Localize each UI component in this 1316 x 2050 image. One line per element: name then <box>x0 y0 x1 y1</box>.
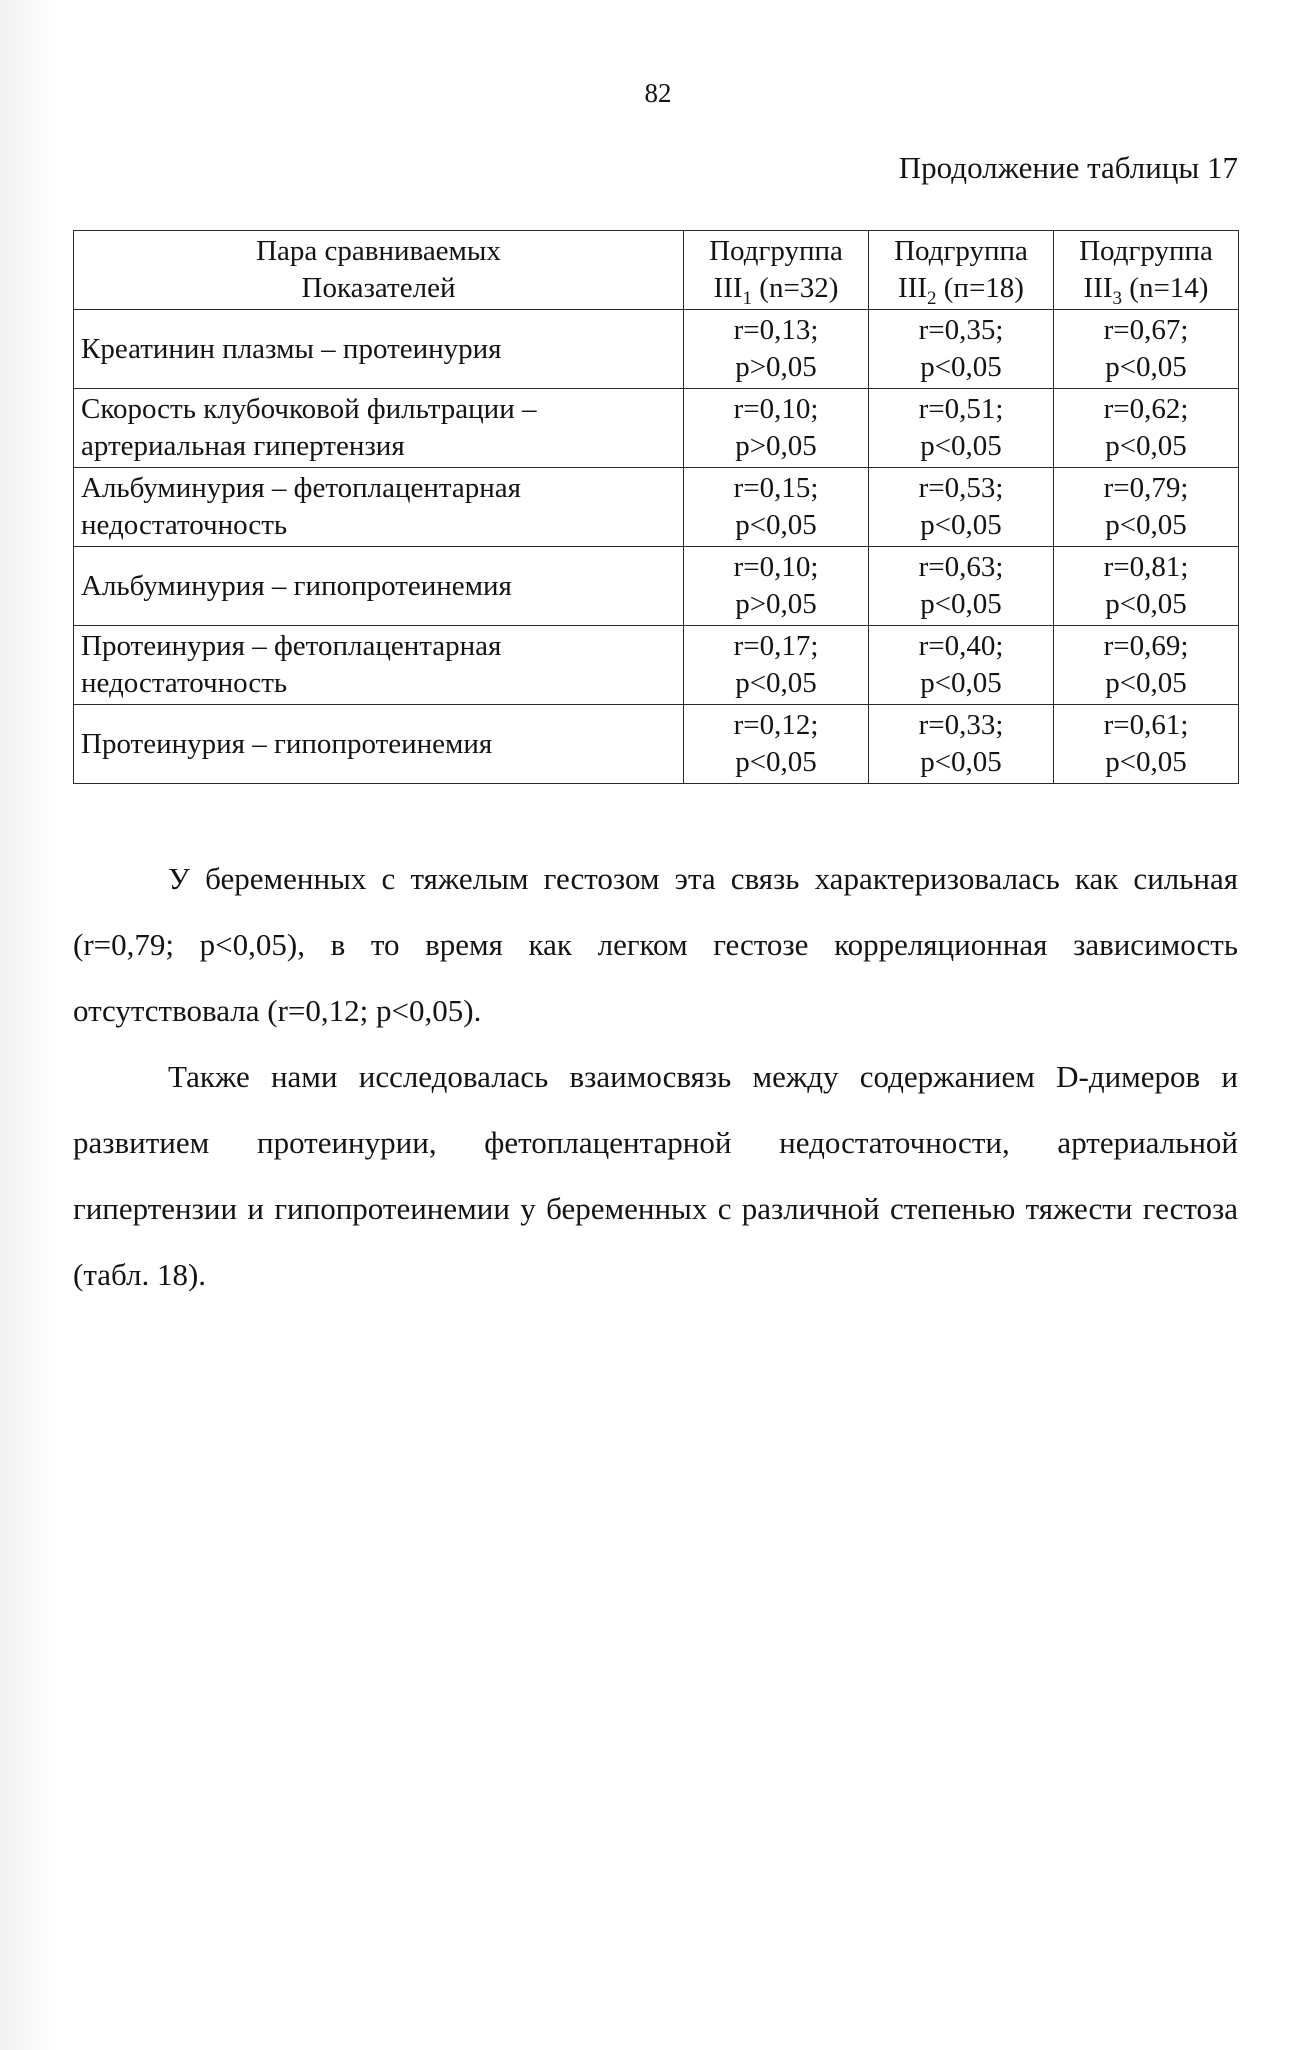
r-value: r=0,51; <box>918 393 1004 425</box>
p-value: p<0,05 <box>920 509 1002 541</box>
pair-cell: Альбуминурия – фетоплацентарная недостаточность <box>74 468 684 547</box>
page-edge-shadow <box>0 0 58 2050</box>
value-cell <box>684 468 869 547</box>
value-cell <box>869 468 1054 547</box>
p-value: p<0,05 <box>735 746 817 778</box>
correlation-table <box>73 230 1239 784</box>
p-value: p<0,05 <box>1105 667 1187 699</box>
value-cell <box>1054 468 1239 547</box>
body-text <box>73 846 1238 1308</box>
value-cell <box>1054 389 1239 468</box>
header-group-sub: 3 <box>1112 287 1123 309</box>
r-value: r=0,69; <box>1103 630 1189 662</box>
value-cell <box>869 310 1054 389</box>
header-pair-line2: Показателей <box>301 272 456 304</box>
pair-cell: Скорость клубочковой фильтрации – артериальная гипертензия <box>74 389 684 468</box>
table-caption: Продолжение таблицы 17 <box>898 150 1238 185</box>
value-cell <box>869 705 1054 784</box>
p-value: p<0,05 <box>1105 430 1187 462</box>
p-value: p<0,05 <box>920 746 1002 778</box>
value-cell <box>684 626 869 705</box>
header-group-prefix: III <box>1083 272 1113 304</box>
value-cell <box>684 547 869 626</box>
r-value: r=0,67; <box>1103 314 1189 346</box>
p-value: p<0,05 <box>920 588 1002 620</box>
header-pair-line1: Пара сравниваемых <box>256 235 501 267</box>
table-row <box>74 389 1239 468</box>
paragraph: Также нами исследовалась взаимосвязь между содержанием D-димеров и развитием протеинурии, фетоплацентарной недостаточности, артериальной гипертензии и гипопротеинемии у беременных с различной степенью тяжести гестоза (табл. 18). <box>73 1059 1238 1292</box>
r-value: r=0,63; <box>918 551 1004 583</box>
table-row <box>74 547 1239 626</box>
header-group-sub: 1 <box>742 287 753 309</box>
page-number: 82 <box>644 78 672 108</box>
value-cell <box>1054 310 1239 389</box>
paragraph: У беременных с тяжелым гестозом эта связь характеризовалась как сильная (r=0,79; p<0,05), в то время как легком гестозе корреляционная зависимость отсутствовала (r=0,12; p<0,05). <box>73 861 1238 1028</box>
r-value: r=0,10; <box>733 551 819 583</box>
p-value: p<0,05 <box>920 351 1002 383</box>
value-cell <box>684 389 869 468</box>
header-group-n: (n=32) <box>752 272 839 304</box>
p-value: p>0,05 <box>735 588 817 620</box>
r-value: r=0,15; <box>733 472 819 504</box>
header-pair <box>74 231 684 310</box>
header-group-1 <box>684 231 869 310</box>
r-value: r=0,17; <box>733 630 819 662</box>
header-group-2 <box>869 231 1054 310</box>
value-cell <box>1054 626 1239 705</box>
r-value: r=0,12; <box>733 709 819 741</box>
p-value: p<0,05 <box>1105 588 1187 620</box>
table-header-row <box>74 231 1239 310</box>
header-group-prefix: III <box>713 272 743 304</box>
value-cell <box>684 310 869 389</box>
p-value: p>0,05 <box>735 430 817 462</box>
r-value: r=0,10; <box>733 393 819 425</box>
p-value: p<0,05 <box>1105 746 1187 778</box>
header-group-n: (n=14) <box>1122 272 1209 304</box>
value-cell <box>869 626 1054 705</box>
r-value: r=0,35; <box>918 314 1004 346</box>
header-group-label: Подгруппа <box>1079 235 1213 267</box>
table-row <box>74 310 1239 389</box>
value-cell <box>684 705 869 784</box>
header-group-prefix: III <box>898 272 928 304</box>
header-group-label: Подгруппа <box>894 235 1028 267</box>
header-group-3 <box>1054 231 1239 310</box>
p-value: p<0,05 <box>920 430 1002 462</box>
r-value: r=0,40; <box>918 630 1004 662</box>
r-value: r=0,62; <box>1103 393 1189 425</box>
p-value: p<0,05 <box>920 667 1002 699</box>
p-value: p<0,05 <box>735 509 817 541</box>
value-cell <box>1054 547 1239 626</box>
p-value: p<0,05 <box>1105 509 1187 541</box>
header-group-n: (п=18) <box>936 272 1024 304</box>
pair-cell: Протеинурия – гипопротеинемия <box>74 705 684 784</box>
pair-cell: Креатинин плазмы – протеинурия <box>74 310 684 389</box>
value-cell <box>869 547 1054 626</box>
header-group-sub: 2 <box>927 287 937 309</box>
r-value: r=0,53; <box>918 472 1004 504</box>
p-value: p<0,05 <box>735 667 817 699</box>
r-value: r=0,13; <box>733 314 819 346</box>
value-cell <box>1054 705 1239 784</box>
header-group-label: Подгруппа <box>709 235 843 267</box>
table-row <box>74 705 1239 784</box>
table-row <box>74 626 1239 705</box>
r-value: r=0,33; <box>918 709 1004 741</box>
table-row <box>74 468 1239 547</box>
p-value: p<0,05 <box>1105 351 1187 383</box>
r-value: r=0,79; <box>1103 472 1189 504</box>
pair-cell: Протеинурия – фетоплацентарная недостаточность <box>74 626 684 705</box>
pair-cell: Альбуминурия – гипопротеинемия <box>74 547 684 626</box>
p-value: p>0,05 <box>735 351 817 383</box>
r-value: r=0,61; <box>1103 709 1189 741</box>
r-value: r=0,81; <box>1103 551 1189 583</box>
value-cell <box>869 389 1054 468</box>
